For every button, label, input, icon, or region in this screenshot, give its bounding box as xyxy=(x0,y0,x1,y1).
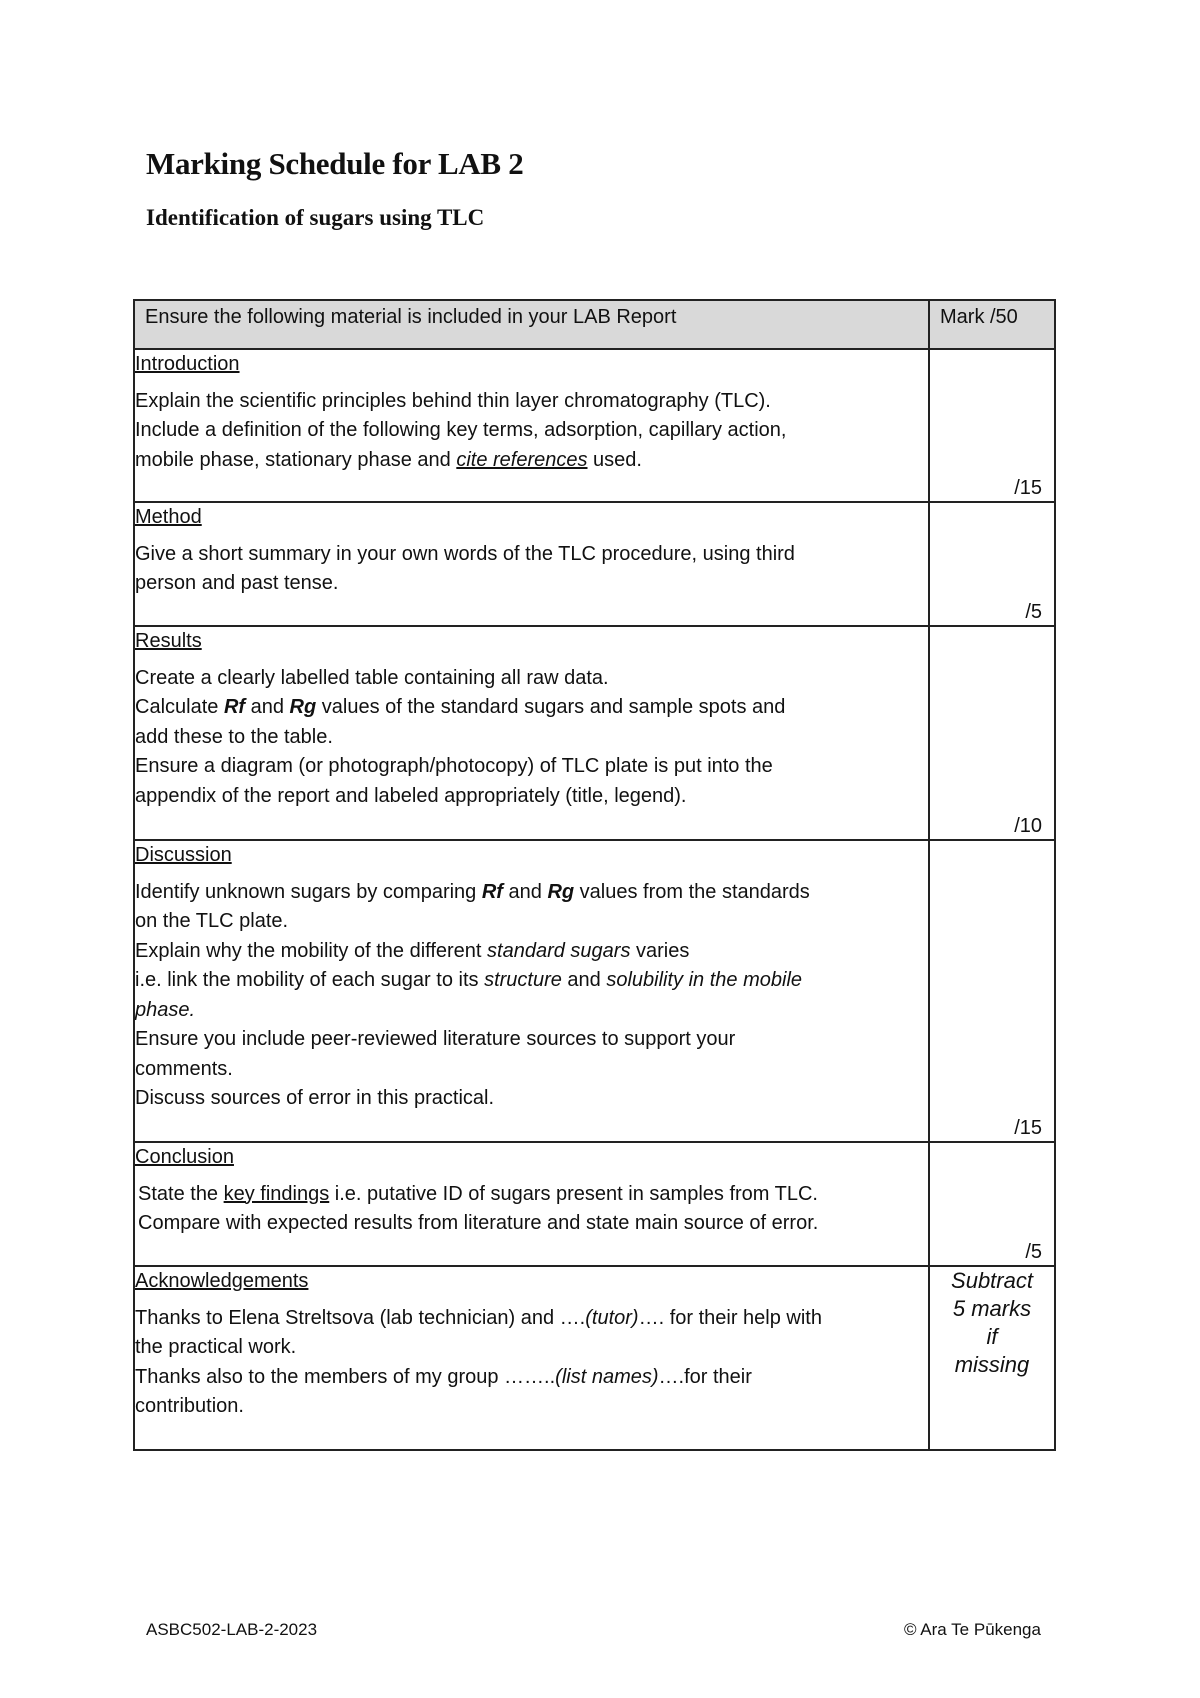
table-row-method xyxy=(134,502,1055,626)
discussion-line: Discuss sources of error in this practical. xyxy=(135,1087,495,1109)
results-line: add these to the table. xyxy=(135,725,333,748)
text-run: used. xyxy=(587,448,642,471)
results-score-cell xyxy=(929,626,1055,840)
rf-term: Rf xyxy=(481,880,503,903)
italic-term: standard sugars xyxy=(487,939,631,962)
text-run: Explain why the mobility of the different xyxy=(135,939,488,962)
method-score: /5 xyxy=(1025,601,1042,623)
header-mark: Mark /50 xyxy=(929,300,1055,349)
acknowledgements-cell xyxy=(134,1266,929,1450)
text-run: …. for their help with xyxy=(638,1306,822,1329)
results-line xyxy=(135,693,928,723)
table-row-introduction xyxy=(134,349,1055,502)
acknowledgements-line: the practical work. xyxy=(135,1336,297,1358)
results-line: Create a clearly labelled table containing all raw data. xyxy=(135,666,609,689)
rg-term: Rg xyxy=(547,880,575,903)
text-run: i.e. link the mobility of each sugar to its xyxy=(135,969,485,991)
table-row-discussion xyxy=(134,840,1055,1142)
introduction-line: Explain the scientific principles behind thin layer chromatography (TLC). xyxy=(135,389,771,412)
text-run: Identify unknown sugars by comparing xyxy=(135,880,482,903)
conclusion-score: /5 xyxy=(1025,1241,1042,1263)
discussion-line: Ensure you include peer-reviewed literature sources to support your xyxy=(135,1028,736,1050)
introduction-line: Include a definition of the following key terms, adsorption, capillary action, xyxy=(135,419,787,441)
discussion-score-cell xyxy=(929,840,1055,1142)
footer-course-code: ASBC502-LAB-2-2023 xyxy=(146,1620,318,1639)
introduction-score: /15 xyxy=(1014,477,1042,499)
acknowledgements-line: contribution. xyxy=(135,1395,244,1417)
italic-term: (list names) xyxy=(555,1365,659,1388)
text-run: and xyxy=(561,969,607,991)
text-run: values of the standard sugars and sample spots and xyxy=(316,696,786,718)
acknowledgements-line xyxy=(135,1363,928,1393)
conclusion-heading: Conclusion xyxy=(135,1146,234,1168)
text-run: mobile phase, stationary phase and xyxy=(135,448,457,471)
method-line: Give a short summary in your own words of the TLC procedure, using third xyxy=(135,542,795,565)
penalty-note-line: missing xyxy=(954,1352,1030,1377)
penalty-note-line: 5 marks xyxy=(952,1296,1032,1321)
discussion-line xyxy=(135,966,928,996)
discussion-line xyxy=(135,878,928,908)
key-findings-text: key findings xyxy=(223,1182,330,1205)
discussion-line xyxy=(135,937,928,967)
penalty-note-line: Subtract xyxy=(951,1268,1033,1293)
method-score-cell xyxy=(929,502,1055,626)
marking-schedule-table xyxy=(133,299,1056,1451)
method-cell xyxy=(134,502,929,626)
rf-term: Rf xyxy=(223,696,246,718)
text-run: ….for their xyxy=(658,1365,752,1388)
acknowledgements-line xyxy=(135,1304,928,1334)
table-row-conclusion xyxy=(134,1142,1055,1266)
introduction-cell xyxy=(134,349,929,502)
text-run: values from the standards xyxy=(574,880,810,903)
discussion-score: /15 xyxy=(1014,1117,1042,1139)
page-subtitle: Identification of sugars using TLC xyxy=(146,205,485,230)
results-heading: Results xyxy=(135,630,202,652)
cite-references-text: cite references xyxy=(456,448,588,471)
text-run: Calculate xyxy=(135,696,224,718)
table-header-row xyxy=(134,300,1055,349)
discussion-cell xyxy=(134,840,929,1142)
results-line: appendix of the report and labeled appropriately (title, legend). xyxy=(135,784,687,807)
discussion-heading: Discussion xyxy=(135,844,232,866)
footer-copyright: © Ara Te Pūkenga xyxy=(904,1620,1041,1639)
results-score: /10 xyxy=(1014,815,1042,837)
italic-term: (tutor) xyxy=(585,1306,639,1329)
text-run: State the xyxy=(138,1182,224,1205)
method-line: person and past tense. xyxy=(135,572,339,594)
introduction-heading: Introduction xyxy=(135,353,240,375)
italic-term: solubility in the mobile xyxy=(606,969,803,991)
acknowledgements-penalty-note xyxy=(929,1266,1055,1450)
text-run: Thanks to Elena Streltsova (lab technician) and …. xyxy=(135,1306,586,1329)
text-run: i.e. putative ID of sugars present in samples from TLC. xyxy=(329,1182,818,1205)
discussion-line: phase. xyxy=(135,998,196,1021)
italic-term: structure xyxy=(484,969,562,991)
method-heading: Method xyxy=(135,506,202,528)
discussion-line: on the TLC plate. xyxy=(135,910,289,932)
conclusion-line xyxy=(135,1180,928,1210)
conclusion-line: Compare with expected results from literature and state main source of error. xyxy=(138,1212,819,1234)
text-run: and xyxy=(245,696,290,718)
conclusion-cell xyxy=(134,1142,929,1266)
introduction-score-cell xyxy=(929,349,1055,502)
table-row-acknowledgements xyxy=(134,1266,1055,1450)
penalty-note-line: if xyxy=(986,1324,998,1349)
acknowledgements-heading: Acknowledgements xyxy=(135,1270,309,1292)
results-line: Ensure a diagram (or photograph/photocopy) of TLC plate is put into the xyxy=(135,755,773,777)
header-criteria: Ensure the following material is included in your LAB Report xyxy=(134,300,929,349)
discussion-line: comments. xyxy=(135,1057,233,1080)
conclusion-score-cell xyxy=(929,1142,1055,1266)
rg-term: Rg xyxy=(289,696,317,718)
text-run: and xyxy=(502,880,548,903)
text-run: varies xyxy=(630,939,690,962)
table-row-results xyxy=(134,626,1055,840)
introduction-line xyxy=(135,446,928,476)
results-cell xyxy=(134,626,929,840)
text-run: Thanks also to the members of my group …….. xyxy=(135,1365,556,1388)
page-title: Marking Schedule for LAB 2 xyxy=(146,146,524,181)
